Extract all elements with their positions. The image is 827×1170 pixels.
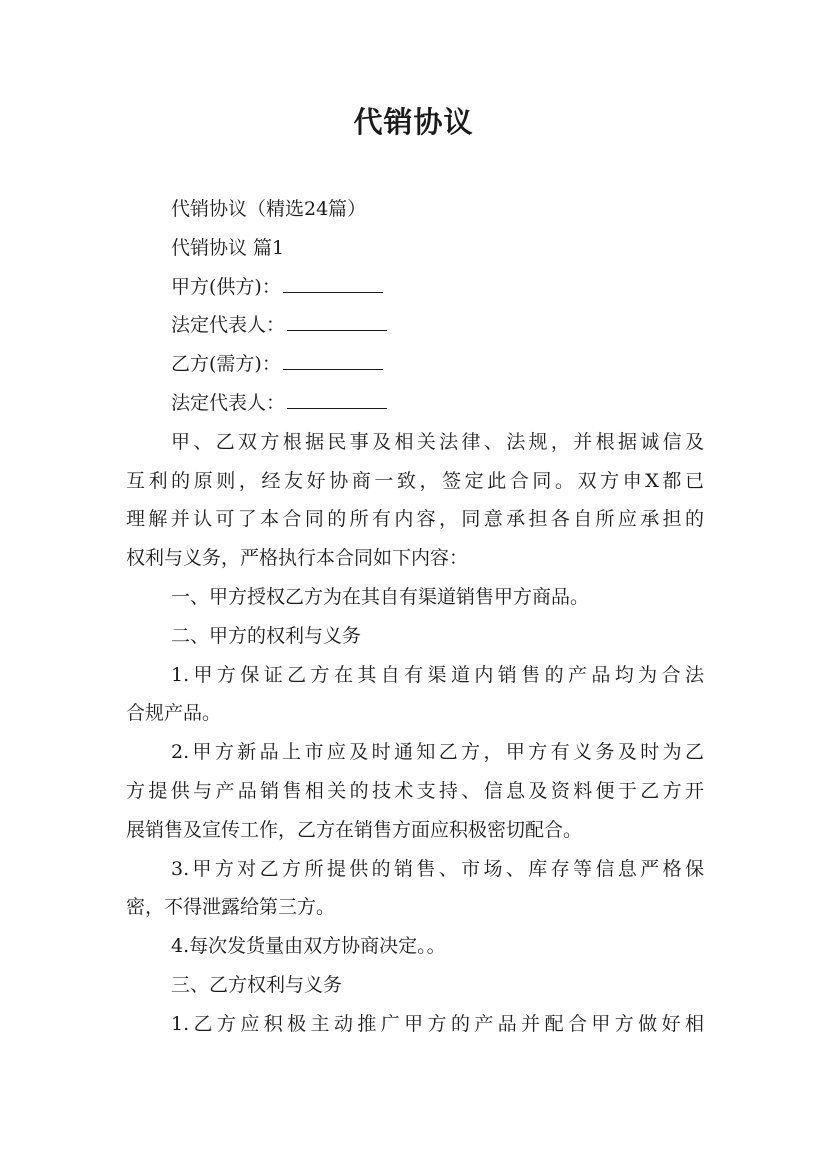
document-body [126, 190, 704, 1044]
clause-2-3-line-2: 密，不得泄露给第三方。 [126, 896, 336, 919]
party-a-rep-blank [287, 306, 387, 331]
clause-2-3-line-1: 3.甲方对乙方所提供的销售、市场、库存等信息严格保 [171, 857, 704, 880]
party-a-label: 甲方(供方)： [171, 275, 281, 298]
clause-3-heading: 三、乙方权利与义务 [171, 973, 343, 996]
intro-line-3: 理解并认可了本合同的所有内容，同意承担各自所应承担的 [126, 508, 704, 531]
clause-3-1-line-1: 1.乙方应积极主动推广甲方的产品并配合甲方做好相 [171, 1012, 704, 1035]
party-b-field [126, 345, 704, 384]
party-b-rep-field [126, 384, 704, 423]
party-b-blank [283, 345, 383, 370]
party-a-field [126, 268, 704, 307]
clause-2-2-line-3: 展销售及宣传工作，乙方在销售方面应积极密切配合。 [126, 818, 583, 841]
party-b-rep-label: 法定代表人： [171, 391, 286, 414]
clause-2-1-line-2: 合规产品。 [126, 702, 222, 725]
intro-line-4: 权利与义务，严格执行本合同如下内容： [126, 547, 469, 570]
clause-2-2-line-2: 方提供与产品销售相关的技术支持、信息及资料便于乙方开 [126, 779, 704, 802]
party-b-rep-blank [287, 384, 387, 409]
clause-2-heading: 二、甲方的权利与义务 [171, 624, 362, 647]
party-a-rep-field [126, 306, 704, 345]
subtitle-line: 代销协议（精选24篇） [171, 198, 367, 220]
party-b-label: 乙方(需方)： [171, 353, 281, 376]
clause-2-2-line-1: 2.甲方新品上市应及时通知乙方，甲方有义务及时为乙 [171, 741, 704, 764]
party-a-rep-label: 法定代表人： [171, 314, 286, 337]
intro-line-1: 甲、乙双方根据民事及相关法律、法规，并根据诚信及 [171, 430, 704, 453]
intro-line-2: 互利的原则，经友好协商一致，签定此合同。双方申X都已 [126, 469, 704, 492]
clause-2-1-line-1: 1.甲方保证乙方在其自有渠道内销售的产品均为合法 [171, 663, 704, 686]
section-heading: 代销协议 篇1 [171, 236, 285, 259]
document-title: 代销协议 [353, 105, 474, 139]
party-a-blank [283, 268, 383, 293]
clause-1: 一、甲方授权乙方为在其自有渠道销售甲方商品。 [171, 585, 590, 608]
clause-2-4: 4.每次发货量由双方协商决定。。 [171, 935, 446, 958]
